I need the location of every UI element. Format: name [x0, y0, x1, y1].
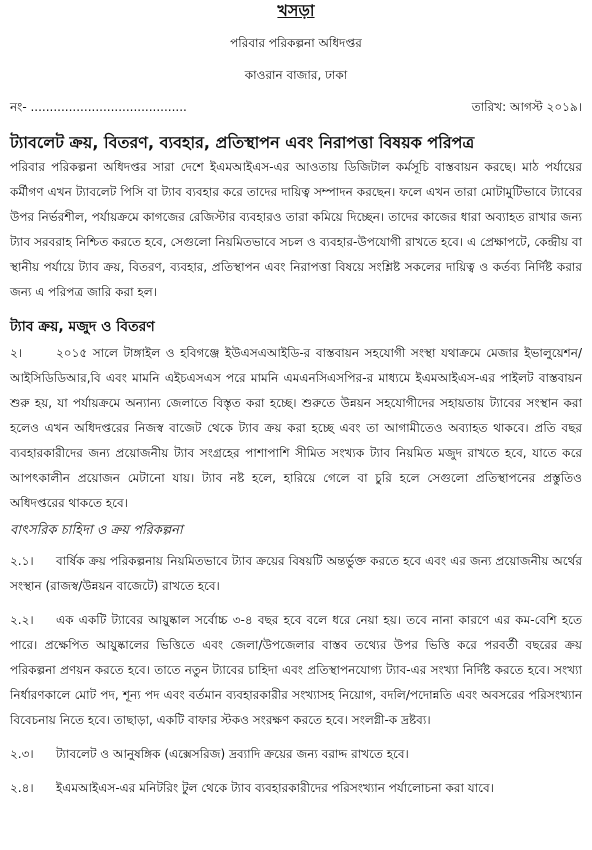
document-date: তারিখ: আগস্ট ২০১৯।	[471, 100, 582, 114]
item-number: ২.১।	[10, 554, 34, 568]
draft-label: খসড়া	[277, 1, 315, 20]
document-title: ট্যাবলেট ক্রয়, বিতরণ, ব্যবহার, প্রতিস্থাপন এবং নিরাপত্তা বিষয়ক পরিপত্র	[10, 133, 475, 152]
item-number: ২.২।	[10, 613, 34, 627]
organization-name: পরিবার পরিকল্পনা অধিদপ্তর	[230, 36, 362, 50]
section-paragraph-2	[10, 341, 582, 516]
organization-address: কাওরান বাজার, ঢাকা	[244, 68, 348, 82]
item-number: ২.৩।	[10, 747, 34, 761]
subsection-heading-annual-demand: বাৎসরিক চাহিদা ও ক্রয় পরিকল্পনা	[10, 523, 183, 538]
list-item	[10, 608, 582, 733]
section-heading-tab-procurement: ট্যাব ক্রয়, মজুদ ও বিতরণ	[10, 319, 155, 335]
item-text: বার্ষিক ক্রয় পরিকল্পনায় নিয়মিতভাবে ট্যাব ক্রয়ের বিষয়টি অন্তর্ভুক্ত করতে হবে এবং এর জন্য প্রয়োজনীয় অর্থের সংস্থান (রাজস্ব/উন্নয়ন বাজেটে) রাখতে হবে।	[10, 554, 582, 593]
list-item	[10, 549, 582, 599]
reference-row	[10, 99, 582, 115]
item-text: ইএমআইএস-এর মনিটরিং টুল থেকে ট্যাব ব্যবহারকারীদের পরিসংখ্যান পর্যালোচনা করা যাবে।	[56, 781, 494, 795]
paragraph-number: ২।	[10, 346, 23, 360]
reference-number: নং- .........................................	[10, 100, 187, 114]
list-item	[10, 742, 582, 767]
intro-paragraph: পরিবার পরিকল্পনা অধিদপ্তর সারা দেশে ইএমআইএস-এর আওতায় ডিজিটাল কর্মসূচি বাস্তবায়ন করছে। মাঠ পর্যায়ের কর্মীগণ এখন ট্যাবলেট পিসি বা ট্যাব ব্যবহার করে তাদের দায়িত্ব সম্পাদন করছেন। ফলে এখন তারা মোটামুটিভাবে ট্যাবের উপর নির্ভরশীল, পর্যায়ক্রমে কাগজের রেজিস্টার ব্যবহারও তারা কমিয়ে দিচ্ছেন। তাদের কাজের ধারা অব্যাহত রাখার জন্য ট্যাব সরবরাহ নিশ্চিত করতে হবে, সেগুলো নিয়মিতভাবে সচল ও ব্যবহার-উপযোগী রাখতে হবে। এ প্রেক্ষাপটে, কেন্দ্রীয় বা স্থানীয় পর্যায়ে ট্যাব ক্রয়, বিতরণ, ব্যবহার, প্রতিস্থাপন এবং নিরাপত্তা বিষয়ে সংশ্লিষ্ট সকলের দায়িত্ব ও কর্তব্য নির্দিষ্ট করার জন্য এ পরিপত্র জারি করা হল।	[10, 160, 582, 299]
list-item	[10, 776, 582, 801]
item-text: ট্যাবলেট ও আনুষঙ্গিক (এক্সেসরিজ) দ্রব্যাদি ক্রয়ের জন্য বরাদ্দ রাখতে হবে।	[56, 747, 409, 761]
item-text: এক একটি ট্যাবের আয়ুষ্কাল সর্বোচ্চ ৩-৪ বছর হবে বলে ধরে নেয়া হয়। তবে নানা কারণে এর কম-বেশি হতে পারে। প্রক্ষেপিত আয়ুষ্কালের ভিত্তিতে এবং জেলা/উপজেলার বাস্তব তথ্যের উপর ভিত্তি করে পরবর্তী বছরের ক্রয় পরিকল্পনা প্রণয়ন করতে হবে। তাতে নতুন ট্যাবের চাহিদা এবং প্রতিস্থাপনযোগ্য ট্যাব-এর সংখ্যা নির্দিষ্ট করতে হবে। সংখ্যা নির্ধারণকালে মোট পদ, শূন্য পদ এবং বর্তমান ব্যবহারকারীর সংখ্যাসহ নিয়োগ, বদলি/পদোন্নতি এবং অবসরের পরিসংখ্যান বিবেচনায় নিতে হবে। তাছাড়া, একটি বাফার স্টকও সংরক্ষণ করতে হবে। সংলগ্নী-ক দ্রষ্টব্য।	[10, 613, 582, 727]
item-number: ২.৪।	[10, 781, 34, 795]
paragraph-text: ২০১৫ সালে টাঙ্গাইল ও হবিগঞ্জে ইউএসএআইডি-র বাস্তবায়ন সহযোগী সংস্থা যথাক্রমে মেজার ইভালুয়েশন/আইসিডিডিআর,বি এবং মামনি এইচএসএস পরে মামনি এমএনসিএসপির-র মাধ্যমে ইএমআইএস-এর পাইলট বাস্তবায়ন শুরু হয়, যা পর্যায়ক্রমে অন্যান্য জেলাতে বিস্তৃত করা হচ্ছে। শুরুতে উন্নয়ন সহযোগীদের সহায়তায় ট্যাবের সংস্থান করা হলেও এখন অধিদপ্তরের নিজস্ব বাজেট থেকে ট্যাব ক্রয় করা হচ্ছে এবং তা আগামীতেও অব্যাহত থাকবে। প্রতি বছর ব্যবহারকারীদের জন্য প্রয়োজনীয় ট্যাব সংগ্রহের পাশাপাশি সীমিত সংখ্যক ট্যাব নিয়মিত মজুদ রাখতে হবে, যাতে করে আপৎকালীন প্রয়োজন মেটানো যায়। ট্যাব নষ্ট হলে, হারিয়ে গেলে বা চুরি হলে সেগুলো প্রতিস্থাপনের প্রস্তুতিও অধিদপ্তরের থাকতে হবে।	[10, 346, 582, 510]
